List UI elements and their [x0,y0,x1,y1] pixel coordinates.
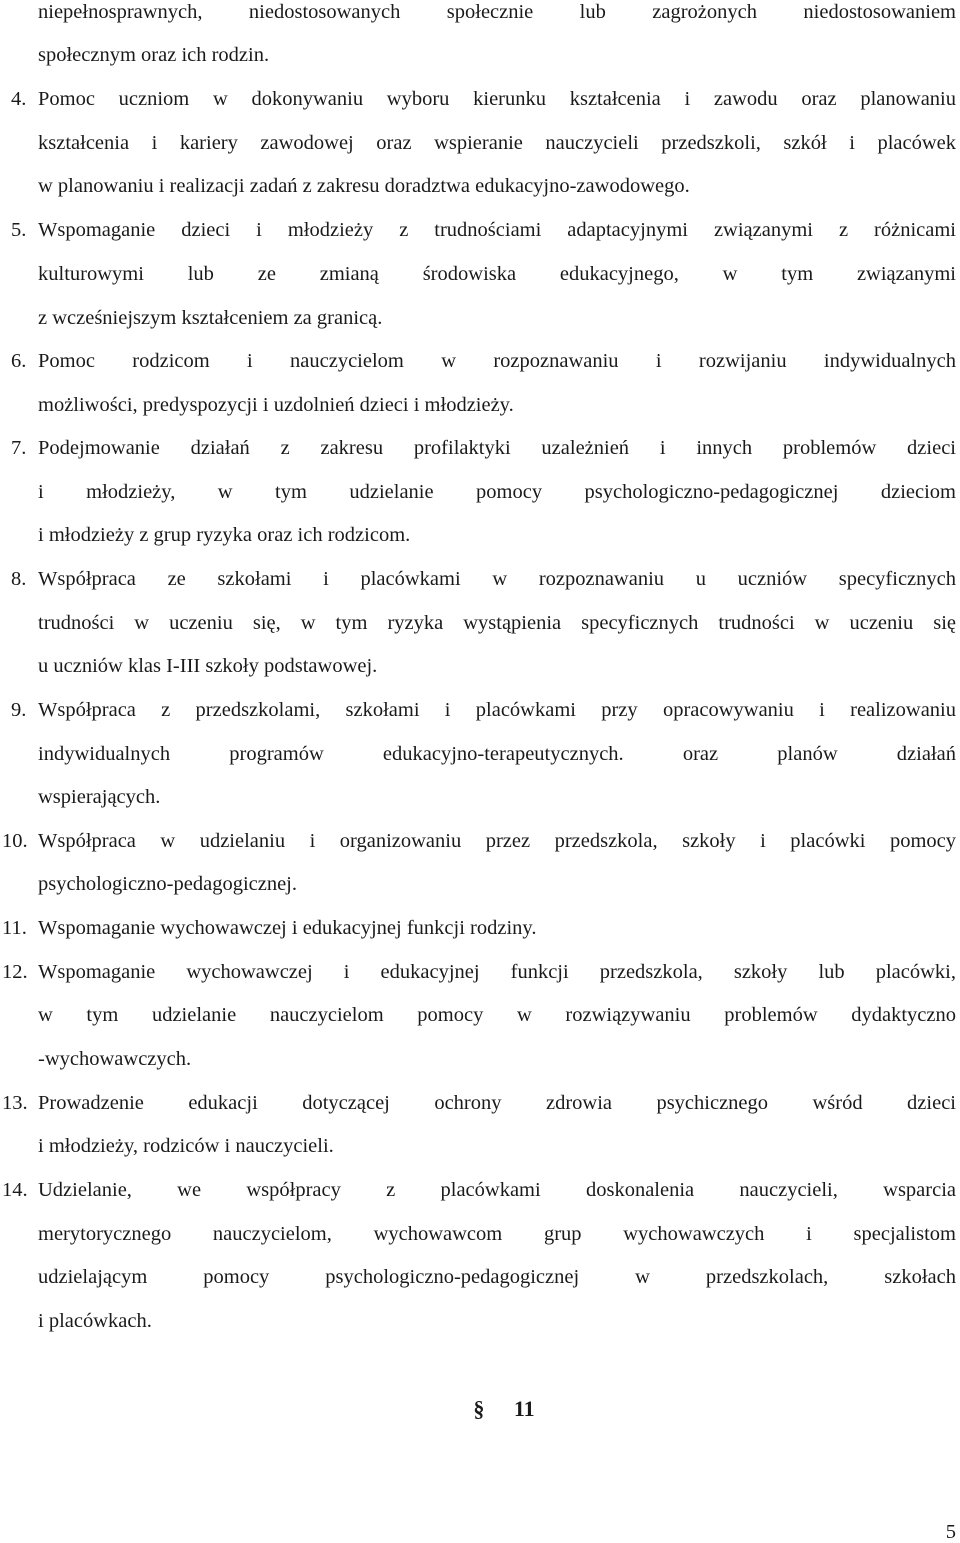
list-item-text: Współpraca z przedszkolami, szkołami i placówkami przy opracowywaniu i realizowaniu [38,699,956,721]
list-item-text: Prowadzenie edukacji dotyczącej ochrony zdrowia psychicznego wśród dzieci [38,1092,956,1114]
list-item-text: Współpraca w udzielaniu i organizowaniu przez przedszkola, szkoły i placówki pomocy [38,830,956,852]
list-item-text: w planowaniu i realizacji zadań z zakresu doradztwa edukacyjno-zawodowego. [38,175,690,197]
list-item-text: i młodzieży, w tym udzielanie pomocy psychologiczno-pedagogicznej dzieciom [38,481,956,503]
list-item-text: wspierających. [38,786,161,808]
list-item-text: Współpraca ze szkołami i placówkami w rozpoznawaniu u uczniów specyficznych [38,568,956,590]
section-number: 11 [513,1396,535,1421]
list-item-text: -wychowawczych. [38,1048,192,1070]
list-item-text: i placówkach. [38,1310,152,1332]
list-item-text: psychologiczno-pedagogicznej. [38,873,298,895]
list-item-number: 13. [2,1092,28,1114]
list-item-number: 7. [11,437,27,459]
list-item-text: kulturowymi lub ze zmianą środowiska edukacyjnego, w tym związanymi [38,263,956,285]
list-item-number: 12. [2,961,28,983]
list-item-text: u uczniów klas I-III szkoły podstawowej. [38,655,378,677]
section-sign: § [473,1396,485,1421]
list-item-number: 14. [2,1179,28,1201]
intro-line-1: niepełnosprawnych, niedostosowanych społecznie lub zagrożonych niedostosowaniem [38,1,956,23]
list-item-number: 5. [11,219,27,241]
list-item-text: Podejmowanie działań z zakresu profilaktyki uzależnień i innych problemów dzieci [38,437,956,459]
list-item-number: 6. [11,350,27,372]
list-item-text: indywidualnych programów edukacyjno-terapeutycznych. oraz planów działań [38,743,956,765]
list-item-text: Wspomaganie wychowawczej i edukacyjnej funkcji przedszkola, szkoły lub placówki, [38,961,956,983]
list-item-text: Wspomaganie dzieci i młodzieży z trudnościami adaptacyjnymi związanymi z różnicami [38,219,956,241]
list-item-text: i młodzieży, rodziców i nauczycieli. [38,1135,334,1157]
list-item-text: i młodzieży z grup ryzyka oraz ich rodzicom. [38,524,411,546]
list-item-number: 9. [11,699,27,721]
intro-line-2: społecznym oraz ich rodzin. [38,44,270,66]
list-item-text: z wcześniejszym kształceniem za granicą. [38,307,383,329]
page-number: 5 [945,1521,956,1543]
list-item-text: możliwości, predyspozycji i uzdolnień dzieci i młodzieży. [38,394,514,416]
list-item-number: 11. [2,917,27,939]
list-item-text: Pomoc rodzicom i nauczycielom w rozpoznawaniu i rozwijaniu indywidualnych [38,350,956,372]
list-item-number: 10. [2,830,28,852]
list-item-text: udzielającym pomocy psychologiczno-pedagogicznej w przedszkolach, szkołach [38,1266,956,1288]
list-item-text: kształcenia i kariery zawodowej oraz wspieranie nauczycieli przedszkoli, szkół i placówek [38,132,956,154]
section-heading [0,1396,960,1422]
list-item-text: Wspomaganie wychowawczej i edukacyjnej funkcji rodziny. [38,917,537,939]
list-item-text: Udzielanie, we współpracy z placówkami doskonalenia nauczycieli, wsparcia [38,1179,956,1201]
list-item-number: 4. [11,88,27,110]
list-item-text: w tym udzielanie nauczycielom pomocy w rozwiązywaniu problemów dydaktyczno [38,1004,956,1026]
list-item-text: Pomoc uczniom w dokonywaniu wyboru kierunku kształcenia i zawodu oraz planowaniu [38,88,956,110]
list-item-text: trudności w uczeniu się, w tym ryzyka wystąpienia specyficznych trudności w uczeniu się [38,612,956,634]
list-item-number: 8. [11,568,27,590]
list-item-text: merytorycznego nauczycielom, wychowawcom grup wychowawczych i specjalistom [38,1223,956,1245]
